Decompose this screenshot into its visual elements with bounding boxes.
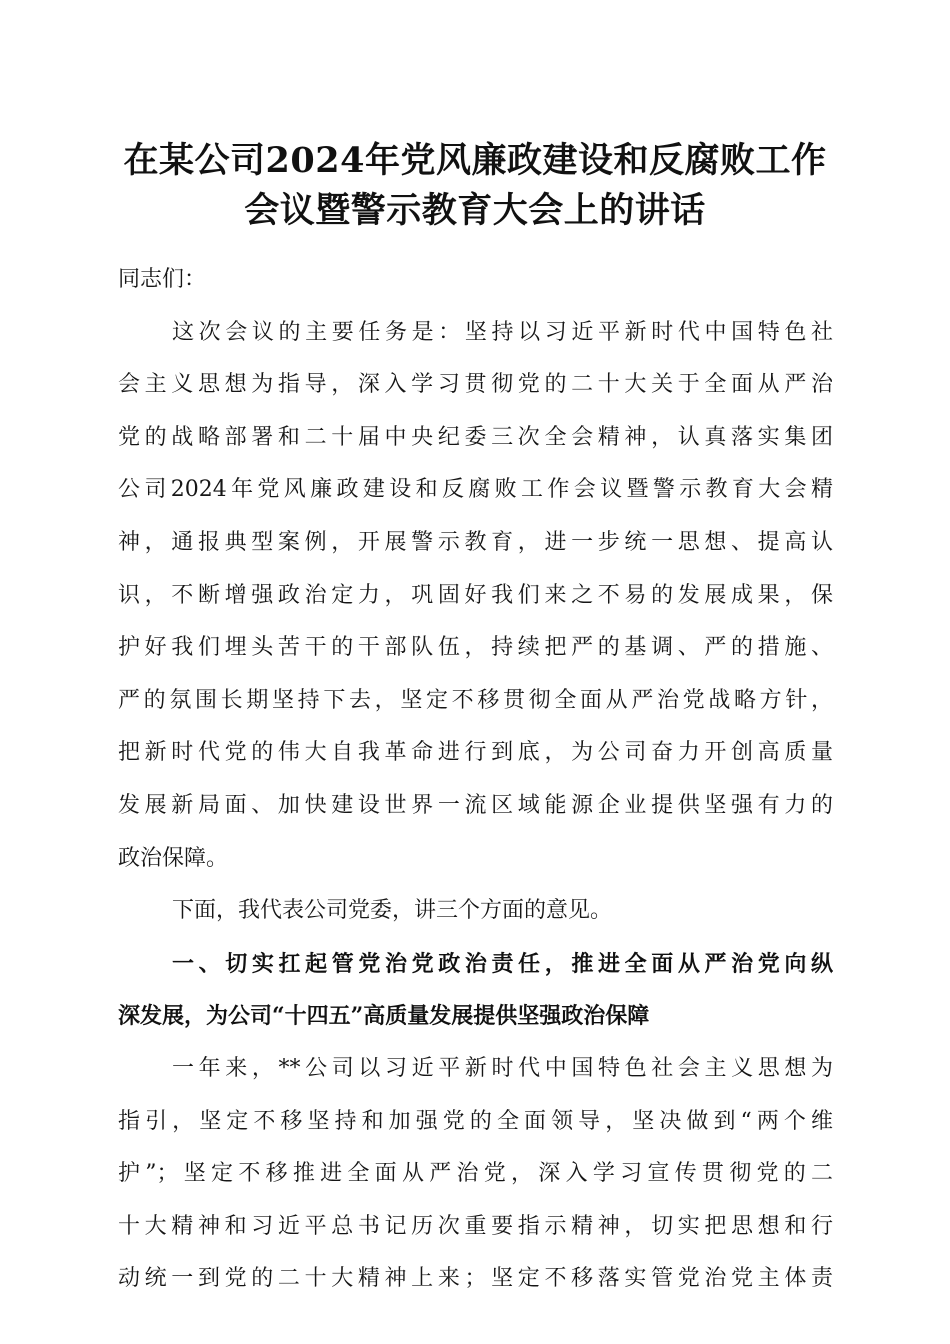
title-line: 会议暨警示教育大会上的讲话 <box>244 190 706 231</box>
paragraph-line: 政治保障。 <box>118 845 229 871</box>
paragraph-line: 一年来，**公司以习近平新时代中国特色社会主义思想为 <box>172 1055 833 1081</box>
paragraph-line: 公司2024年党风廉政建设和反腐败工作会议暨警示教育大会精 <box>118 477 833 503</box>
salutation: 同志们： <box>118 267 207 292</box>
paragraph-line: 护好我们埋头苦干的干部队伍，持续把严的基调、严的措施、 <box>118 635 833 661</box>
paragraph-line: 十大精神和习近平总书记历次重要指示精神，切实把思想和行 <box>118 1213 833 1239</box>
paragraph-line: 这次会议的主要任务是：坚持以习近平新时代中国特色社 <box>172 319 833 345</box>
title-line: 在某公司2024年党风廉政建设和反腐败工作 <box>123 140 827 181</box>
paragraph-line: 党的战略部署和二十届中央纪委三次全会精神，认真落实集团 <box>118 424 833 450</box>
heading-line: 深发展，为公司“十四五”高质量发展提供坚强政治保障 <box>118 1003 650 1030</box>
paragraph-line: 把新时代党的伟大自我革命进行到底，为公司奋力开创高质量 <box>118 740 833 766</box>
paragraph-line: 识，不断增强政治定力，巩固好我们来之不易的发展成果，保 <box>118 582 833 608</box>
paragraph-line: 指引，坚定不移坚持和加强党的全面领导，坚决做到“两个维 <box>118 1108 833 1134</box>
paragraph-line: 动统一到党的二十大精神上来；坚定不移落实管党治党主体责 <box>118 1266 833 1292</box>
paragraph-line: 神，通报典型案例，开展警示教育，进一步统一思想、提高认 <box>118 529 833 555</box>
document-body <box>118 254 833 1306</box>
paragraph-line: 发展新局面、加快建设世界一流区域能源企业提供坚强有力的 <box>118 792 833 818</box>
paragraph-line: 护”；坚定不移推进全面从严治党，深入学习宣传贯彻党的二 <box>118 1161 833 1187</box>
heading-line: 一、切实扛起管党治党政治责任，推进全面从严治党向纵 <box>172 950 833 977</box>
paragraph-mission <box>118 307 833 886</box>
document-title <box>60 136 890 236</box>
paragraph-review <box>118 1043 833 1306</box>
section-heading-1 <box>118 938 833 1043</box>
paragraph-line: 会主义思想为指导，深入学习贯彻党的二十大关于全面从严治 <box>118 372 833 398</box>
paragraph-intro: 下面，我代表公司党委，讲三个方面的意见。 <box>172 898 613 924</box>
paragraph-line: 严的氛围长期坚持下去，坚定不移贯彻全面从严治党战略方针， <box>118 687 833 713</box>
